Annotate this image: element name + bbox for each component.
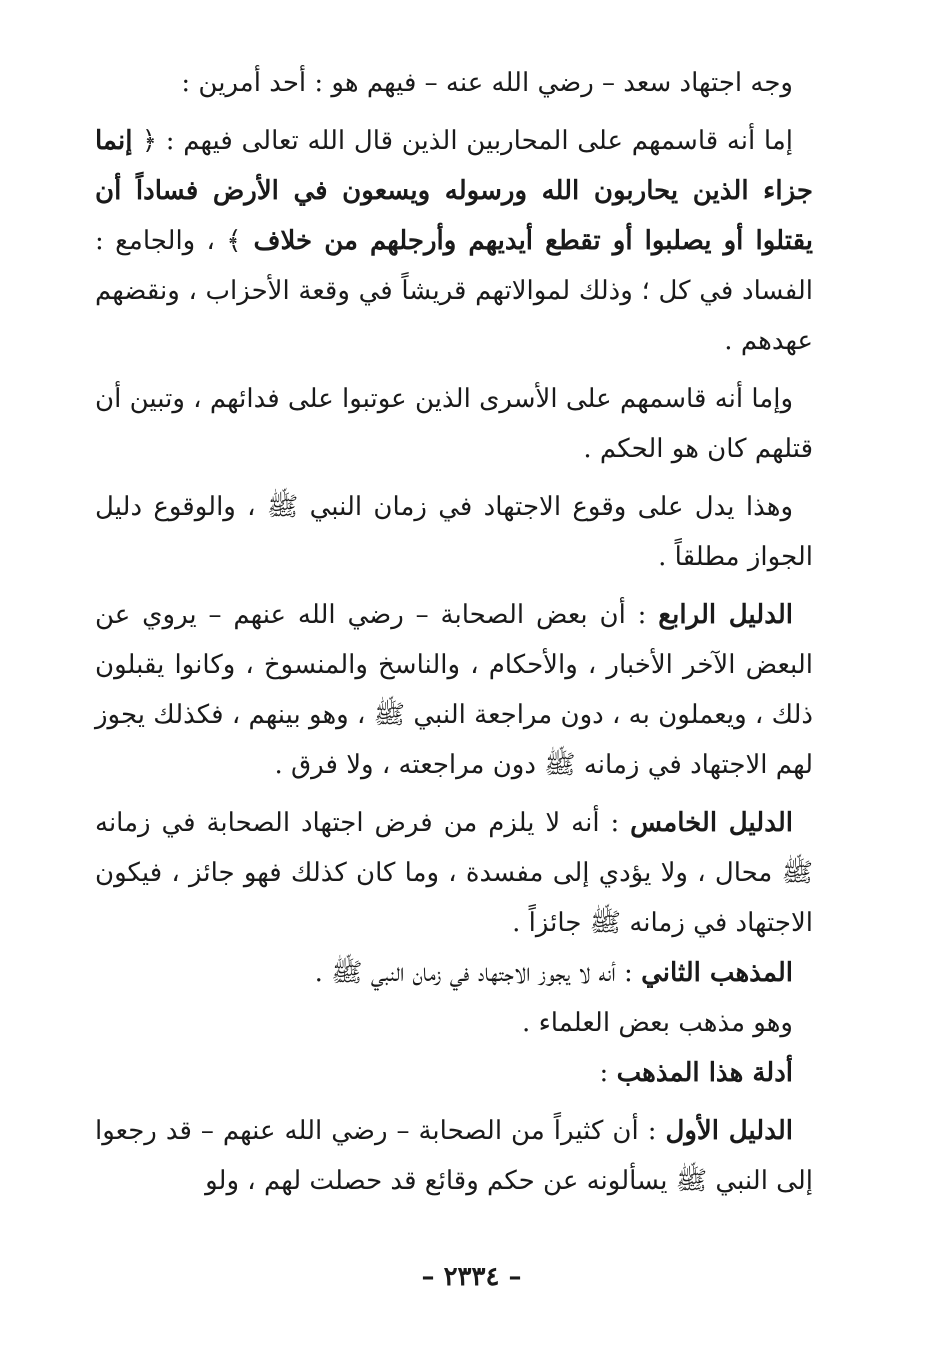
quran-verse: إنما جزاء الذين يحاربون الله ورسوله ويسعون في الأرض فساداً أن يقتلوا أو يصلبوا أو تقطع أيديهم وأرجلهم من خلاف [95,126,813,256]
paragraph-fourth-evidence [95,590,813,790]
paragraph-conclusion: وهذا يدل على وقوع الاجتهاد في زمان النبي ﷺ ، والوقوع دليل الجواز مطلقاً . [95,492,813,572]
second-school-text: : أنه لا يجوز الاجتهاد في زمان النبي ﷺ . [314,958,642,988]
paragraph-school-holders: وهو مذهب بعض العلماء . [522,1008,793,1038]
page-body [95,58,813,1308]
heading-first-evidence: الدليل الأول [665,1116,793,1146]
heading-fifth-evidence: الدليل الخامس [630,808,793,838]
heading-second-school: المذهب الثاني [641,958,793,988]
fifth-evidence-text: : أنه لا يلزم من فرض اجتهاد الصحابة في زمانه ﷺ محال ، ولا يؤدي إلى مفسدة ، وما كان كذلك فهو جائز ، فيكون الاجتهاد في زمانه ﷺ جائزاً . [95,808,813,938]
text-after-verse: ﴾ ، والجامع : الفساد في كل ؛ وذلك لموالاتهم قريشاً في وقعة الأحزاب ، ونقضهم عهدهم . [95,226,813,356]
paragraph-evidence-title [95,1048,813,1098]
heading-fourth-evidence: الدليل الرابع [658,600,793,630]
paragraph-intro: وجه اجتهاد سعد – رضي الله عنه – فيهم هو : أحد أمرين : [181,68,793,98]
evidence-title-colon: : [599,1058,617,1088]
fourth-evidence-text: : أن بعض الصحابة – رضي الله عنهم – يروي عن البعض الآخر الأخبار ، والأحكام ، والناسخ والمنسوخ ، وكانوا يقبلون ذلك ، ويعملون به ، دون مراجعة النبي ﷺ ، وهو بينهم ، فكذلك يجوز لهم الاجتهاد في زمانه ﷺ دون مراجعته ، ولا فرق . [95,600,813,780]
page-number: – ٢٣٣٤ – [421,1262,522,1292]
paragraph-second-reason: وإما أنه قاسمهم على الأسرى الذين عوتبوا على فدائهم ، وتبين أن قتلهم كان هو الحكم . [95,384,813,464]
paragraph-first-evidence [95,1106,813,1206]
heading-school-evidence: أدلة هذا المذهب [616,1058,793,1088]
first-evidence-text: : أن كثيراً من الصحابة – رضي الله عنهم – قد رجعوا إلى النبي ﷺ يسألونه عن حكم وقائع قد حصلت لهم ، ولو [95,1116,813,1196]
paragraph-fifth-evidence [95,798,813,948]
text-before-verse: إما أنه قاسمهم على المحاربين الذين قال الله تعالى فيهم : ﴿ [141,126,794,156]
paragraph-first-reason [95,116,813,366]
paragraph-second-school [95,948,813,998]
